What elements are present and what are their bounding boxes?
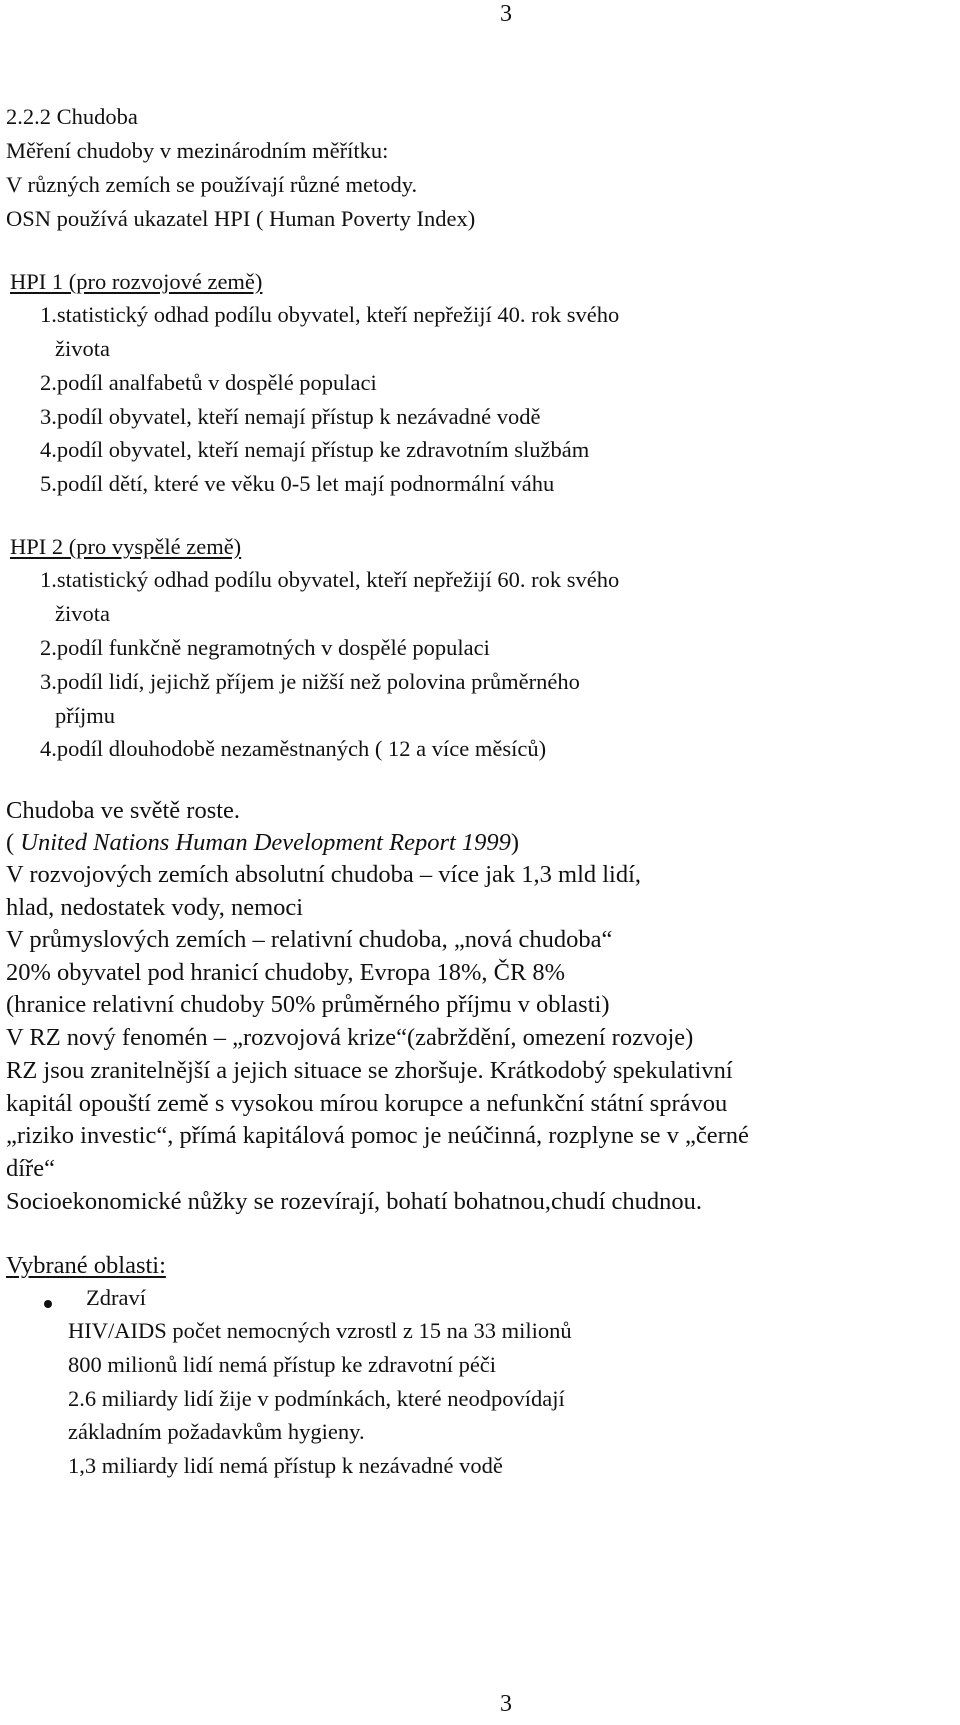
bullet-icon bbox=[44, 1300, 52, 1308]
poverty-line: „riziko investic“, přímá kapitálová pomoc je neúčinná, rozplyne se v „černé bbox=[6, 1122, 749, 1149]
hpi1-item: 3.podíl obyvatel, kteří nemají přístup k nezávadné vodě bbox=[40, 404, 541, 429]
hpi1-item: 4.podíl obyvatel, kteří nemají přístup ke zdravotním službám bbox=[40, 437, 590, 462]
hpi2-item: 4.podíl dlouhodobě nezaměstnaných ( 12 a více měsíců) bbox=[40, 736, 547, 761]
selected-line: 1,3 miliardy lidí nemá přístup k nezávadné vodě bbox=[68, 1453, 503, 1478]
page-number-top: 3 bbox=[500, 1, 512, 27]
hpi2-item: příjmu bbox=[55, 703, 115, 728]
poverty-line: RZ jsou zranitelnější a jejich situace se zhoršuje. Krátkodobý spekulativní bbox=[6, 1057, 733, 1084]
selected-line: HIV/AIDS počet nemocných vzrostl z 15 na 33 milionů bbox=[68, 1318, 572, 1343]
report-title: United Nations Human Development Report 1999 bbox=[20, 829, 511, 856]
selected-line: základním požadavkům hygieny. bbox=[68, 1419, 365, 1444]
poverty-line: hlad, nedostatek vody, nemoci bbox=[6, 894, 304, 921]
section-line: Měření chudoby v mezinárodním měřítku: bbox=[6, 138, 389, 163]
poverty-line: Chudoba ve světě roste. bbox=[6, 797, 241, 824]
report-close: ) bbox=[510, 829, 520, 856]
selected-title: Vybrané oblasti: bbox=[6, 1252, 166, 1279]
poverty-line: V průmyslových zemích – relativní chudoba, „nová chudoba“ bbox=[6, 926, 613, 953]
hpi1-item: 1.statistický odhad podílu obyvatel, kteří nepřežijí 40. rok svého bbox=[40, 302, 620, 327]
poverty-line: V rozvojových zemích absolutní chudoba – více jak 1,3 mld lidí, bbox=[6, 861, 642, 888]
hpi1-item: 2.podíl analfabetů v dospělé populaci bbox=[40, 370, 377, 395]
poverty-line: (hranice relativní chudoby 50% průměrného příjmu v oblasti) bbox=[6, 991, 610, 1018]
hpi2-item: 1.statistický odhad podílu obyvatel, kteří nepřežijí 60. rok svého bbox=[40, 567, 620, 592]
poverty-line: 20% obyvatel pod hranicí chudoby, Evropa 18%, ČR 8% bbox=[6, 959, 566, 986]
hpi2-title: HPI 2 (pro vyspělé země) bbox=[10, 534, 242, 559]
hpi2-item: 3.podíl lidí, jejichž příjem je nižší než polovina průměrného bbox=[40, 669, 580, 694]
hpi2-item: 2.podíl funkčně negramotných v dospělé populaci bbox=[40, 635, 490, 660]
poverty-line: kapitál opouští země s vysokou mírou korupce a nefunkční státní správou bbox=[6, 1090, 728, 1117]
section-heading: 2.2.2 Chudoba bbox=[6, 104, 138, 129]
report-reference bbox=[6, 828, 519, 858]
section-line: OSN používá ukazatel HPI ( Human Poverty Index) bbox=[6, 206, 476, 231]
poverty-line: V RZ nový fenomén – „rozvojová krize“(zabrždění, omezení rozvoje) bbox=[6, 1024, 694, 1051]
poverty-line: Socioekonomické nůžky se rozevírají, bohatí bohatnou,chudí chudnou. bbox=[6, 1188, 703, 1215]
selected-line: 2.6 miliardy lidí žije v podmínkách, které neodpovídají bbox=[68, 1386, 565, 1411]
report-open: ( bbox=[6, 829, 21, 856]
hpi1-title: HPI 1 (pro rozvojové země) bbox=[10, 269, 263, 294]
bullet-label: Zdraví bbox=[86, 1285, 146, 1310]
hpi2-item: života bbox=[55, 601, 110, 626]
hpi1-item: života bbox=[55, 336, 110, 361]
section-line: V různých zemích se používají různé metody. bbox=[6, 172, 418, 197]
poverty-line: díře“ bbox=[6, 1155, 55, 1182]
hpi1-item: 5.podíl dětí, které ve věku 0-5 let mají podnormální váhu bbox=[40, 471, 555, 496]
selected-line: 800 milionů lidí nemá přístup ke zdravotní péči bbox=[68, 1352, 497, 1377]
page-number-bottom: 3 bbox=[500, 1691, 512, 1717]
